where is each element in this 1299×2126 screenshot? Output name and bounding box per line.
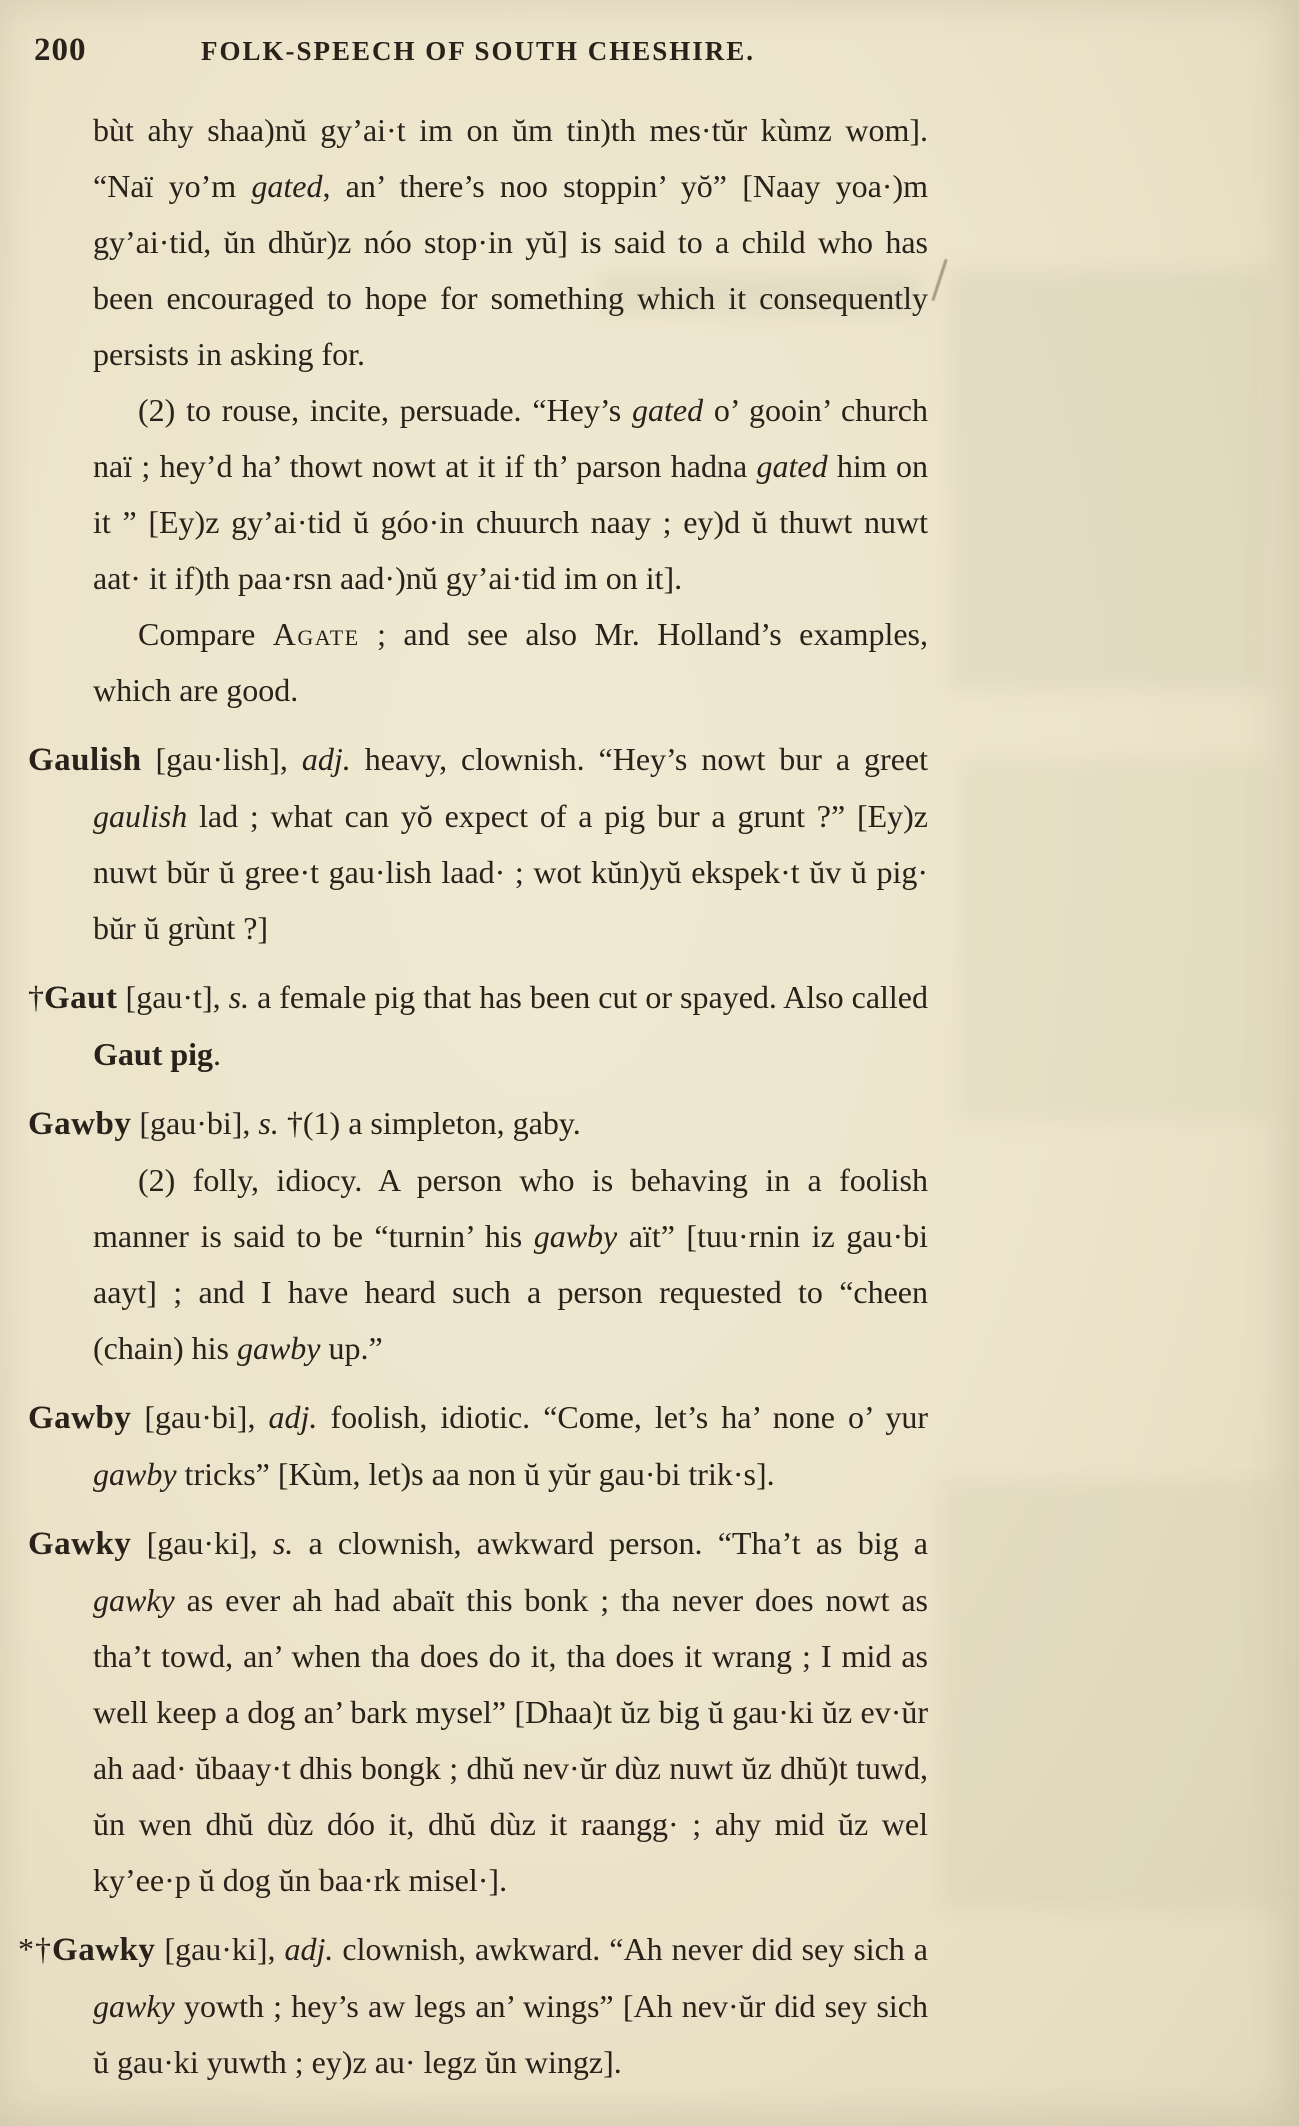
headword: Gaut (44, 980, 118, 1016)
dialect-italic: gated (251, 168, 323, 204)
headword: Gawky (28, 1526, 132, 1562)
entry-gawby-noun (28, 1095, 928, 1152)
dialect-italic: gawky (93, 1582, 175, 1618)
text-run: him on it ” [Ey)z gy’ai·tid ŭ góo·in chuurch naay ; ey)d ŭ thuwt nuwt aat· it if)th paa·rsn aad·)nŭ gy’ai·tid im on it]. (93, 448, 928, 596)
text-run: [gau·lish], (141, 741, 302, 777)
running-head (28, 30, 928, 82)
show-through-smudge (940, 1480, 1280, 1910)
text-run: *† (18, 1931, 53, 1967)
text-run: [gau·ki], (131, 1525, 273, 1561)
headword: Gawky (52, 1932, 156, 1968)
text-run: lad ; what can yŏ expect of a pig bur a grunt ?” [Ey)z nuwt bŭr ŭ gree·t gau·lish laad· ; wot kŭn)yŭ ekspek·t ŭv ŭ pig· bŭr ŭ grùnt ?] (93, 798, 928, 946)
text-run: [gau·t], (117, 979, 229, 1015)
text-run: [gau·bi], (131, 1105, 259, 1141)
entry-gated-sense-2 (28, 382, 928, 606)
dialect-italic: gawky (93, 1988, 175, 2024)
show-through-smudge (960, 760, 1270, 1120)
text-run: aït” [tuu·rnin iz gau·bi aayt] ; and I have heard such a person requested to “cheen (chain) his (93, 1218, 929, 1366)
bold-text: Gaut pig (93, 1036, 214, 1072)
dialect-italic: gawby (93, 1456, 177, 1492)
entry-gawby-sense-2 (28, 1152, 928, 1376)
text-run: o’ gooin’ church naï ; hey’d ha’ thowt nowt at it if th’ parson hadna (93, 392, 929, 484)
text-run: bùt ahy shaa)nŭ gy’ai·t im on ŭm tin)th mes·tŭr kùmz wom]. “Naï yo’m (93, 112, 928, 204)
page-number: 200 (34, 32, 87, 68)
dialect-italic: s. (258, 1105, 279, 1141)
text-run: (2) to rouse, incite, persuade. “Hey’s (138, 392, 632, 428)
text-run: up.” (320, 1330, 383, 1366)
show-through-smudge (950, 270, 1270, 690)
dialect-italic: adj. (268, 1399, 318, 1435)
entry-gaulish (28, 731, 928, 956)
text-run: a female pig that has been cut or spayed. Also called (249, 979, 929, 1015)
text-run: Compare (138, 616, 273, 652)
text-run: a clownish, awkward person. “Tha’t as big a (293, 1525, 928, 1561)
text-run: yowth ; hey’s aw legs an’ wings” [Ah nev·ŭr did sey sich ŭ gau·ki yuwth ; ey)z au· legz ŭn wingz]. (93, 1988, 928, 2080)
entry-gated-continuation (28, 102, 928, 382)
headword: Gawby (28, 1400, 132, 1436)
text-run: [gau·bi], (131, 1399, 269, 1435)
dialect-italic: s. (228, 979, 250, 1015)
cross-reference-note (28, 606, 928, 718)
text-run: [gau·ki], (155, 1931, 285, 1967)
dialect-italic: gated (756, 448, 828, 484)
text-run: †(1) a simpleton, gaby. (278, 1105, 581, 1141)
dialect-italic: gated (631, 392, 704, 428)
text-run: foolish, idiotic. “Come, let’s ha’ none o’ yur (317, 1399, 929, 1435)
pen-mark (931, 259, 947, 302)
headword: Gaulish (28, 742, 142, 778)
entry-gawby-adjective (28, 1389, 928, 1502)
dialect-italic: adj. (301, 741, 351, 777)
text-run: . (213, 1036, 222, 1072)
running-title: FOLK-SPEECH OF SOUTH CHESHIRE. (200, 36, 756, 66)
entry-gawky-adjective (18, 1921, 928, 2090)
headword: Gawby (28, 1106, 132, 1142)
text-run: † (28, 979, 45, 1015)
entry-gaut (28, 969, 928, 1082)
entry-gawky-noun (28, 1515, 928, 1908)
text-run: heavy, clownish. “Hey’s nowt bur a greet (350, 741, 929, 777)
dialect-italic: s. (272, 1525, 294, 1561)
small-caps-reference: Agate (272, 616, 360, 652)
text-run: (2) folly, idiocy. A person who is behaving in a foolish manner is said to be “turnin’ his (93, 1162, 928, 1254)
dialect-italic: adj. (284, 1931, 334, 1967)
text-run: tricks” [Kùm, let)s aa non ŭ yŭr gau·bi trik·s]. (176, 1456, 775, 1492)
text-column (18, 30, 929, 2090)
dialect-italic: gawby (533, 1218, 618, 1254)
text-run: ; and see also Mr. Holland’s examples, which are good. (93, 616, 928, 708)
text-run: , an’ there’s noo stoppin’ yŏ” [Naay yoa·)m gy’ai·tid, ŭn dhŭr)z nóo stop·in yŭ] is said to a child who has been encouraged to hope for something which it consequently persists in asking for. (93, 168, 929, 372)
dialect-italic: gawby (236, 1330, 321, 1366)
dialect-italic: gaulish (93, 798, 188, 834)
text-run: as ever ah had abaït this bonk ; tha never does nowt as tha’t towd, an’ when tha does do it, tha does it wrang ; I mid as well keep a dog an’ bark mysel” [Dhaa)t ŭz big ŭ gau·ki ŭz ev·ŭr ah aad· ŭbaay·t dhis bongk ; dhŭ nev·ŭr dùz nuwt ŭz dhŭ)t tuwd, ŭn wen dhŭ dùz dóo it, dhŭ dùz it raangg· ; ahy mid ŭz wel ky’ee·p ŭ dog ŭn baa·rk misel·]. (93, 1582, 928, 1898)
text-run: clownish, awkward. “Ah never did sey sich a (333, 1931, 928, 1967)
